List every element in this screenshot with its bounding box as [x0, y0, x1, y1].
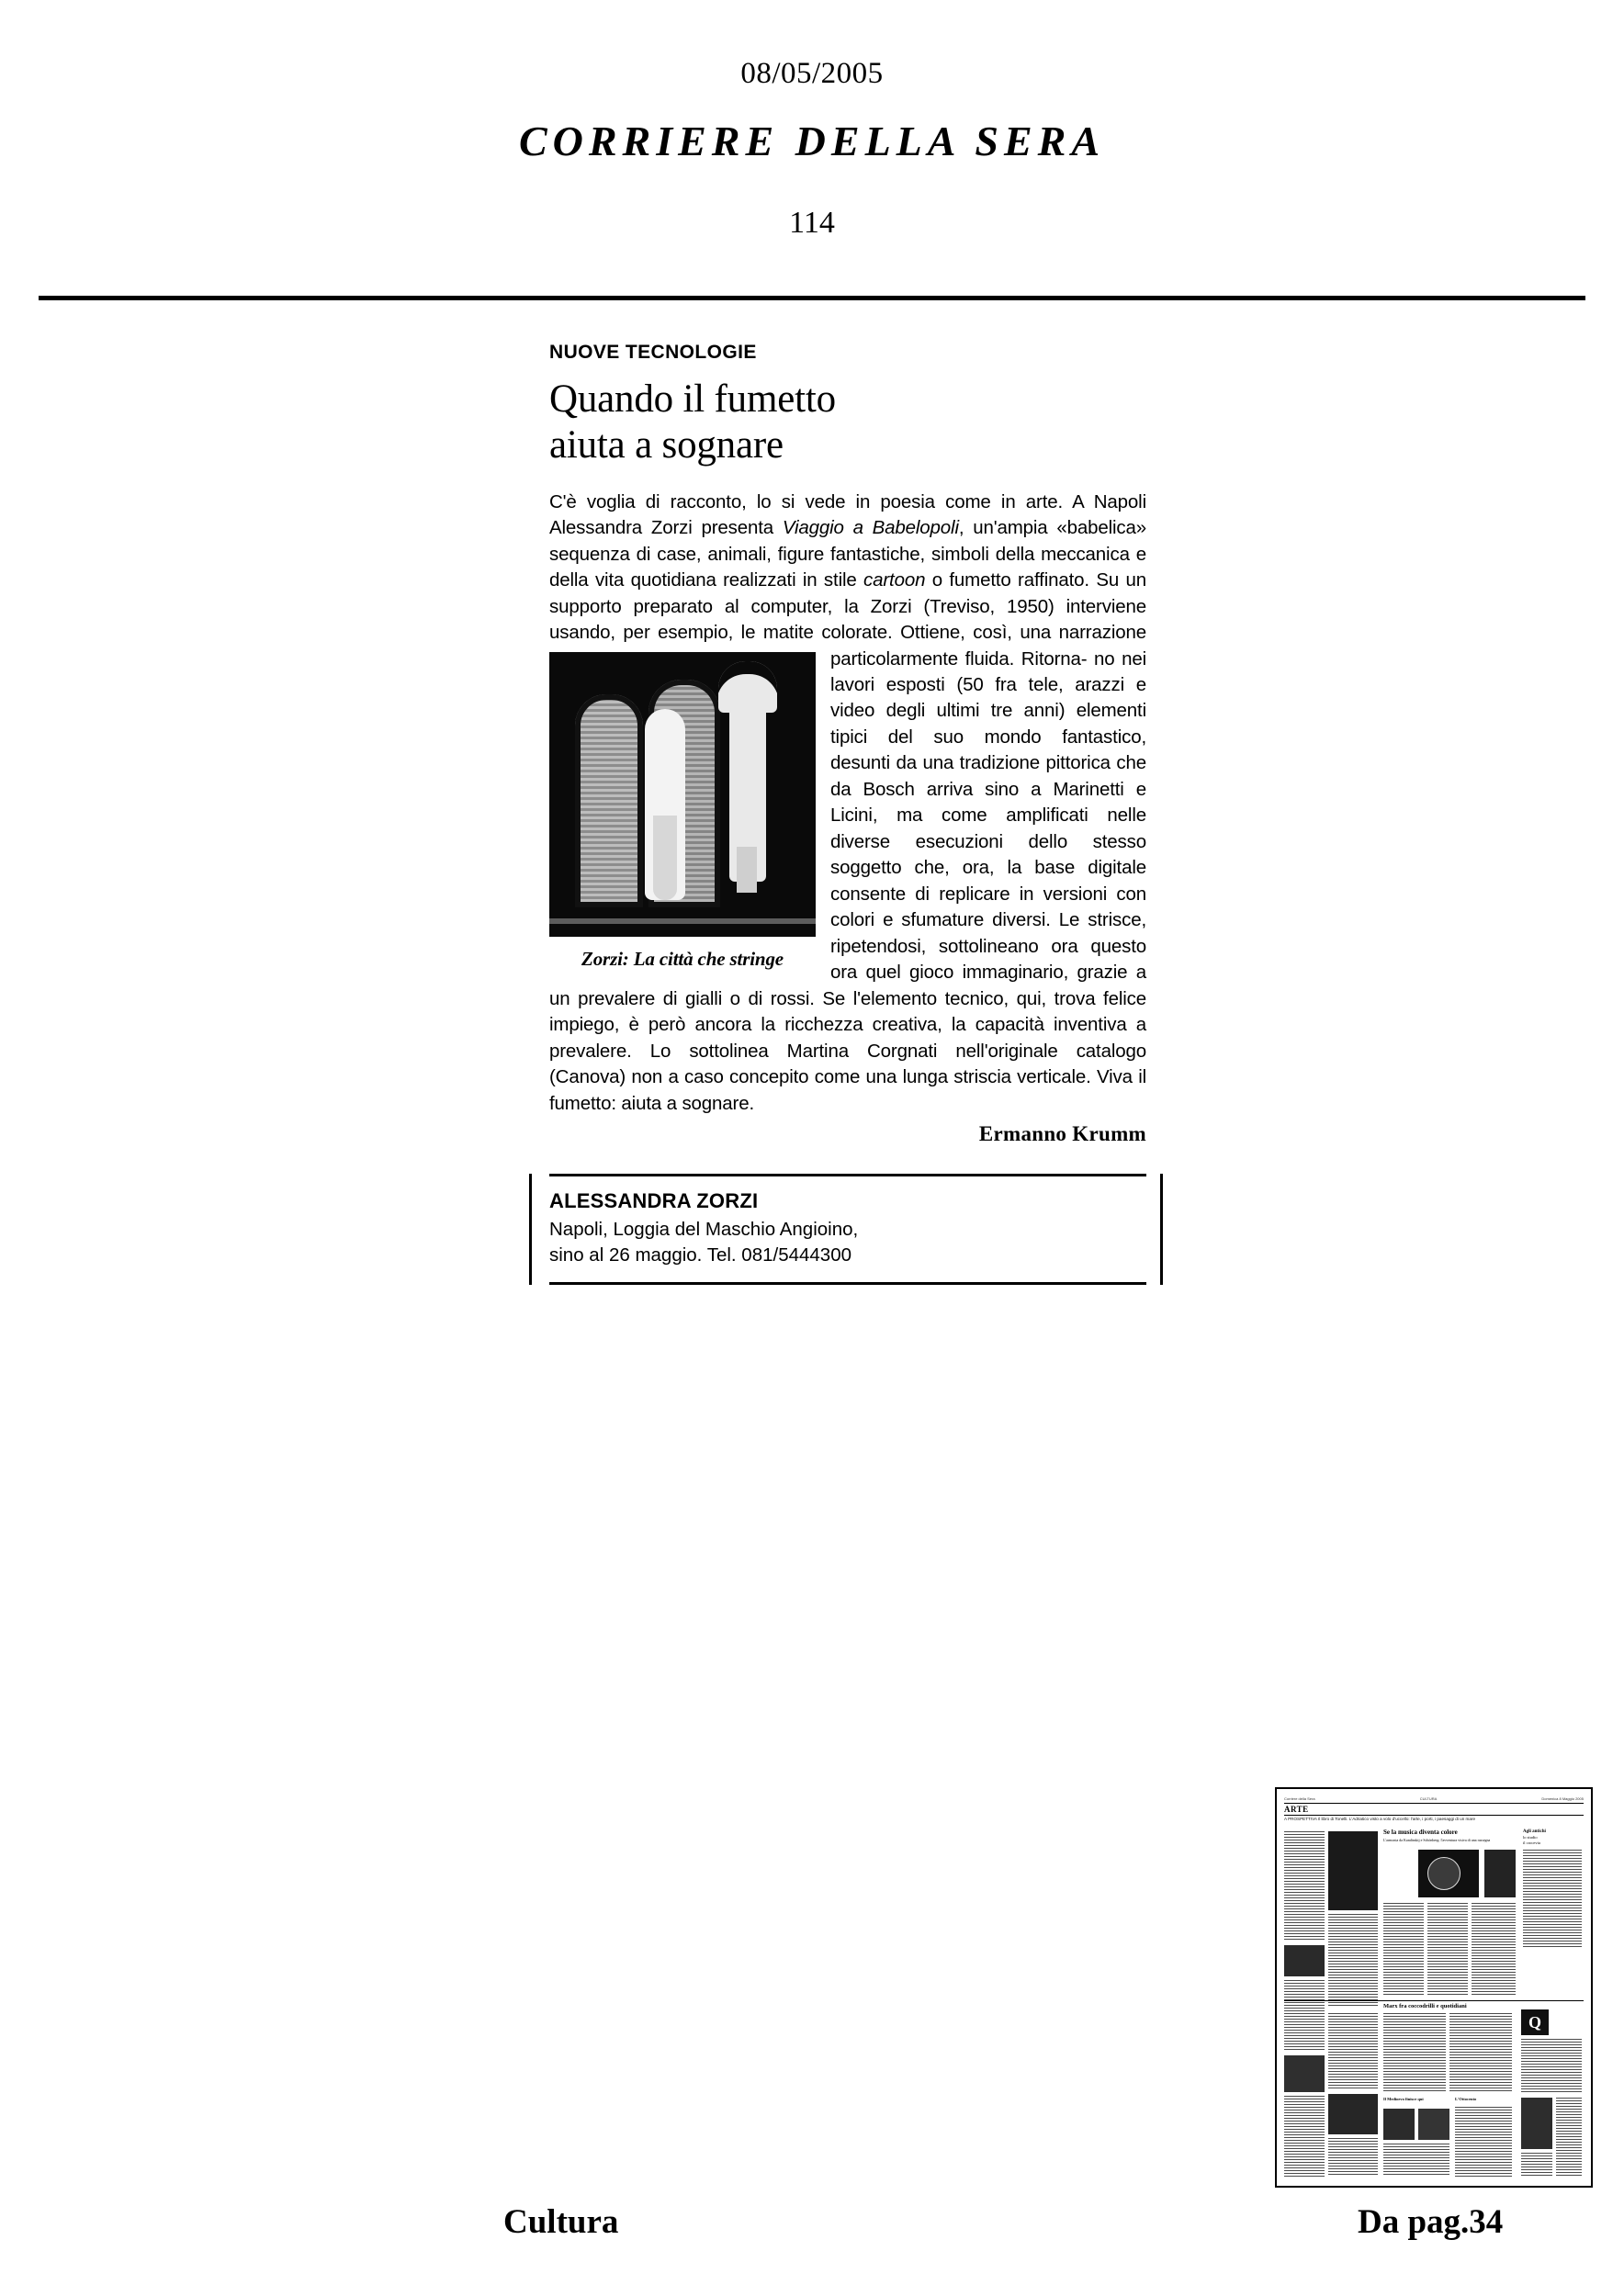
thumb-main-headline: Se la musica diventa colore — [1383, 1829, 1458, 1836]
thumb-photo-left-1 — [1284, 1945, 1325, 1976]
thumb-circle-graphic — [1427, 1857, 1460, 1890]
thumb-rule-under-masthead — [1284, 1815, 1584, 1816]
event-venue: Napoli, Loggia del Maschio Angioino, — [549, 1219, 859, 1241]
body-text-part-4: no nei lavori esposti (50 fra tele, arazzi e video degli ultimi tre anni) elementi tipici del suo mondo fantastico, desunti da una tradizione pittorica che da Bosch arriva sino a Marinetti e Licini, ma come amplificati nelle diverse esecuzioni dello stesso soggetto che, ora, la base digitale consente di replicare in versioni con colori e sfumature diversi. Le strisce, ripetendosi, sottolineano ora questo ora quel gioco immaginario, grazie a un prevalere di gialli o di rossi. Se l'elemento tecnico, qui, trova felice impiego, è però ancora la ricchezza creativa, la capacità inventiva a prevalere. Lo sottolinea Martina Corgnati nell'originale catalogo (Canova) non a caso concepito come una lunga striscia verticale. Viva il fumetto: aiuta a sognare. — [549, 647, 1146, 1114]
headline-line-2: aiuta a sognare — [549, 423, 784, 467]
thumb-col-bottom-3 — [1556, 2098, 1582, 2177]
thumb-photo-mid-2 — [1328, 2094, 1378, 2134]
thumb-sidebar-title: Agli antichi — [1523, 1829, 1546, 1834]
thumb-col-left-1 — [1284, 1831, 1325, 1941]
thumb-top-band-text: A PROSPETTIVA Il libro di Tonelli. L'Adriatico visto a volo d'uccello: l'arte, i porti, i paesaggi di un mare — [1284, 1817, 1475, 1821]
thumb-col-mid-7 — [1383, 2013, 1446, 2092]
event-title: ALESSANDRA ZORZI — [549, 1189, 759, 1213]
artwork-shape-left — [575, 694, 643, 907]
body-italic-cartoon: cartoon — [863, 569, 926, 591]
thumb-col-mid-3 — [1427, 1903, 1468, 1995]
thumb-section-masthead: ARTE — [1284, 1805, 1309, 1814]
thumb-topbar-center: CULTURA — [1419, 1796, 1438, 1801]
thumb-col-mid-5 — [1328, 2013, 1378, 2090]
thumb-col-mid-4 — [1472, 1903, 1516, 1995]
artwork-wrench-icon — [729, 674, 766, 882]
thumb-topbar-right: Domenica 8 Maggio 2005 — [1541, 1796, 1584, 1801]
thumb-small-title-b: L'Ottocento — [1455, 2097, 1477, 2101]
article-kicker: NUOVE TECNOLOGIE — [549, 342, 757, 363]
article-clipping — [549, 342, 1146, 1285]
thumb-photo-small-2 — [1418, 2109, 1449, 2140]
headline-line-1: Quando il fumetto — [549, 377, 836, 421]
thumb-sidebar-sub-2: il crocevia — [1523, 1840, 1540, 1845]
newspaper-page-thumbnail — [1275, 1787, 1593, 2188]
figure-caption: Zorzi: La città che stringe — [581, 947, 784, 970]
thumb-photo-small-1 — [1383, 2109, 1415, 2140]
thumb-topbar — [1284, 1795, 1584, 1803]
thumb-sidebar-sub-1: lo studio — [1523, 1835, 1538, 1840]
thumb-rule-top — [1284, 1803, 1584, 1804]
thumb-photo-main — [1328, 1831, 1378, 1910]
thumb-col-mid-8 — [1449, 2013, 1512, 2092]
body-italic-title: Viaggio a Babelopoli — [782, 517, 959, 539]
thumb-col-mid-1 — [1328, 1914, 1378, 2006]
thumb-col-mid-2 — [1383, 1903, 1424, 1995]
body-text-part-3: o fumetto raffinato. Su un supporto preparato al computer, la Zorzi (Treviso, 1950) interviene usando, per esempio, le matite colorate. Ottiene, così, una narrazione particolarmente fluida. Ritorna- — [549, 569, 1146, 670]
thumb-rule-mid — [1284, 2000, 1584, 2001]
thumb-col-mid-6 — [1328, 2138, 1378, 2177]
body-text-part-1: C'è voglia di racconto, lo si vede in poesia come in arte. A Napoli Alessandra Zorzi presenta — [549, 490, 1146, 539]
thumb-small-title-a: Il Medioevo finisce qui — [1383, 2097, 1424, 2101]
thumb-q-badge: Q — [1521, 2009, 1549, 2035]
article-body — [549, 490, 1146, 1118]
thumb-col-left-2 — [1284, 1980, 1325, 2052]
thumb-main-subhead: L'armonia da Kandinskij e Schönberg: l'avventura visiva di una rassegna — [1383, 1838, 1491, 1842]
article-byline: Ermanno Krumm — [978, 1122, 1146, 1146]
thumb-photo-left-2 — [1284, 2055, 1325, 2092]
thumb-photo-bottom-right — [1521, 2098, 1552, 2149]
article-headline — [549, 377, 1146, 469]
thumb-col-bottom-2 — [1455, 2107, 1512, 2177]
event-dates-phone: sino al 26 maggio. Tel. 081/5444300 — [549, 1244, 852, 1266]
artwork-ground-line — [549, 918, 816, 924]
page-header — [0, 0, 1624, 241]
thumb-col-left-3 — [1284, 2096, 1325, 2177]
thumb-photo-portrait — [1484, 1850, 1516, 1897]
artwork-figurine — [645, 709, 685, 900]
thumb-mid-headline: Marx fra coccodrilli e quotidiani — [1383, 2003, 1467, 2009]
header-divider — [39, 296, 1585, 300]
figure-artwork-image — [549, 652, 816, 937]
body-text-part-2: , un'ampia «babelica» sequenza di case, animali, figure fantastiche, simboli della meccanica e della vita quotidiana realizzati in stile — [549, 517, 1146, 591]
footer-section-label: Cultura — [503, 2203, 619, 2241]
thumb-topbar-left: Corriere della Sera — [1284, 1796, 1315, 1801]
thumb-col-bottom-1 — [1383, 2144, 1449, 2177]
thumb-col-bottom-4 — [1521, 2153, 1552, 2177]
article-figure — [549, 652, 816, 973]
publication-date: 08/05/2005 — [740, 57, 884, 90]
thumb-col-right-1 — [1523, 1850, 1582, 1947]
event-info-box — [549, 1174, 1146, 1285]
footer-page-reference: Da pag.34 — [1358, 2203, 1504, 2241]
masthead-title: CORRIERE DELLA SERA — [518, 118, 1106, 164]
page-number: 114 — [789, 206, 835, 240]
thumb-col-right-2 — [1521, 2039, 1582, 2092]
